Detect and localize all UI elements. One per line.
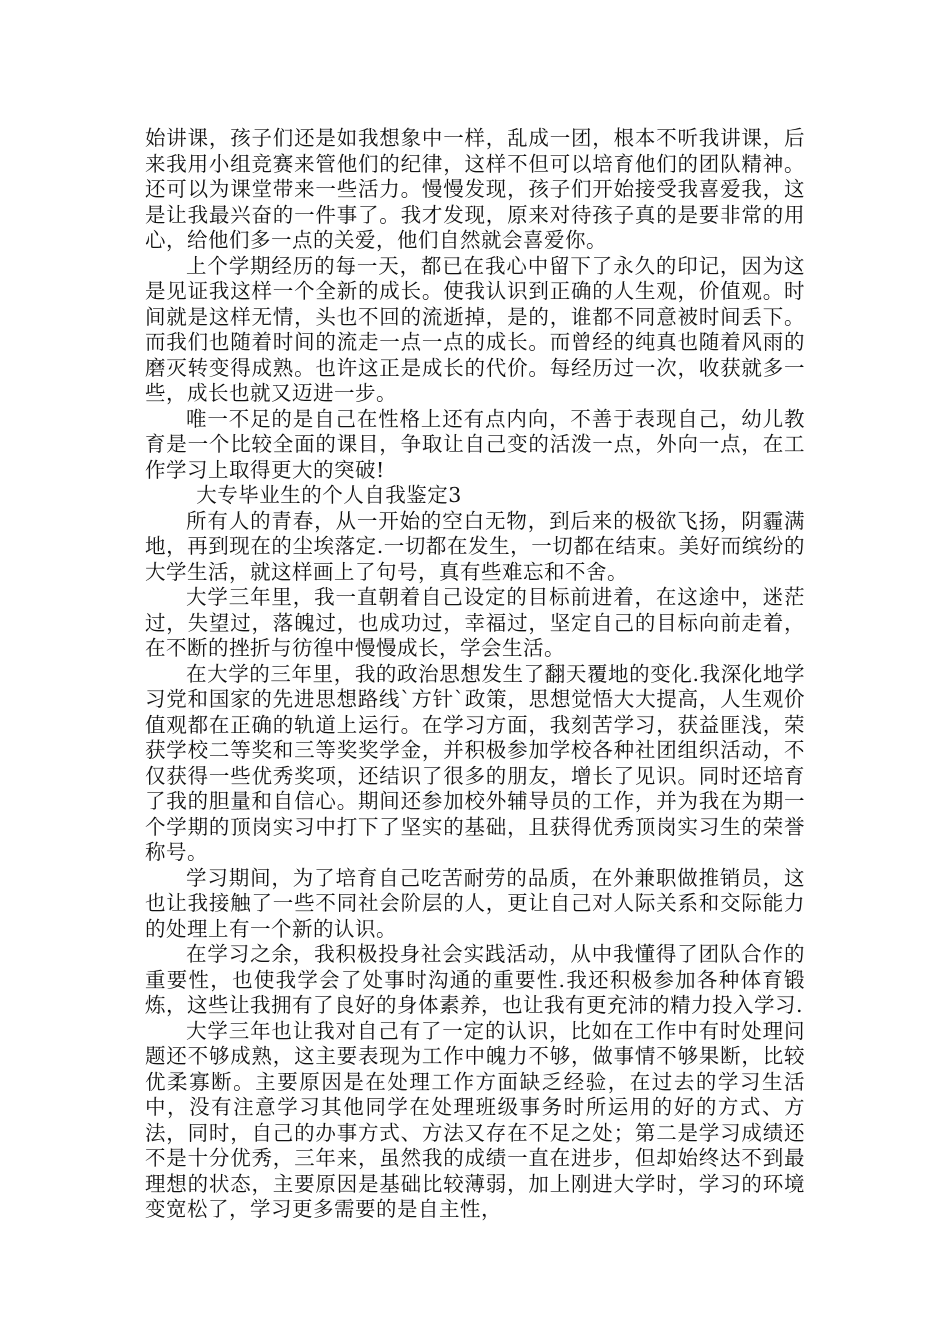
- paragraph-8: 在学习之余，我积极投身社会实践活动，从中我懂得了团队合作的重要性，也使我学会了处事时沟通的重要性.我还积极参加各种体育锻炼，这些让我拥有了良好的身体素养，也让我有更充沛的精力投入学习.: [145, 942, 805, 1017]
- section-heading: 大专毕业生的个人自我鉴定3: [196, 483, 462, 507]
- paragraph-1: 始讲课，孩子们还是如我想象中一样，乱成一团，根本不听我讲课，后来我用小组竞赛来管他们的纪律，这样不但可以培育他们的团队精神。还可以为课堂带来一些活力。慢慢发现，孩子们开始接受我喜爱我，这是让我最兴奋的一件事了。我才发现，原来对待孩子真的是要非常的用心，给他们多一点的关爱，他们自然就会喜爱你。: [145, 126, 805, 252]
- paragraph-5: 大学三年里，我一直朝着自己设定的目标前进着，在这途中，迷茫过，失望过，落魄过，也成功过，幸福过，坚定自己的目标向前走着，在不断的挫折与彷徨中慢慢成长，学会生活。: [145, 585, 805, 660]
- paragraph-4: 所有人的青春，从一开始的空白无物，到后来的极欲飞扬，阴霾满地，再到现在的尘埃落定.一切都在发生，一切都在结束。美好而缤纷的大学生活，就这样画上了句号，真有些难忘和不舍。: [145, 508, 805, 584]
- paragraph-7: 学习期间，为了培育自己吃苦耐劳的品质，在外兼职做推销员，这也让我接触了一些不同社会阶层的人，更让自己对人际关系和交际能力的处理上有一个新的认识。: [145, 865, 805, 941]
- paragraph-2: 上个学期经历的每一天，都已在我心中留下了永久的印记，因为这是见证我这样一个全新的成长。使我认识到正确的人生观，价值观。时间就是这样无情，头也不回的流逝掉，是的，谁都不同意被时间丢下。而我们也随着时间的流走一点一点的成长。而曾经的纯真也随着风雨的磨灭转变得成熟。也许这正是成长的代价。每经历过一次，收获就多一些，成长也就又迈进一步。: [145, 253, 805, 405]
- paragraph-3: 唯一不足的是自己在性格上还有点内向，不善于表现自己，幼儿教育是一个比较全面的课目，争取让自己变的活泼一点，外向一点，在工作学习上取得更大的突破!: [145, 406, 805, 482]
- document-body: [145, 126, 805, 1223]
- paragraph-9: 大学三年也让我对自己有了一定的认识，比如在工作中有时处理问题还不够成熟，这主要表现为工作中魄力不够，做事情不够果断，比较优柔寡断。主要原因是在处理工作方面缺乏经验，在过去的学习生活中，没有注意学习其他同学在处理班级事务时所运用的好的方式、方法，同时，自己的办事方式、方法又存在不足之处；第二是学习成绩还不是十分优秀，三年来，虽然我的成绩一直在进步，但却始终达不到最理想的状态，主要原因是基础比较薄弱，加上刚进大学时，学习的环境变宽松了，学习更多需要的是自主性，: [145, 1018, 805, 1221]
- paragraph-6: 在大学的三年里，我的政治思想发生了翻天覆地的变化.我深化地学习党和国家的先进思想路线`方针`政策，思想觉悟大大提高，人生观价值观都在正确的轨道上运行。在学习方面，我刻苦学习，获益匪浅，荣获学校二等奖和三等奖奖学金，并积极参加学校各种社团组织活动，不仅获得一些优秀奖项，还结识了很多的朋友，增长了见识。同时还培育了我的胆量和自信心。期间还参加校外辅导员的工作，并为我在为期一个学期的顶岗实习中打下了坚实的基础，且获得优秀顶岗实习生的荣誉称号。: [145, 661, 805, 864]
